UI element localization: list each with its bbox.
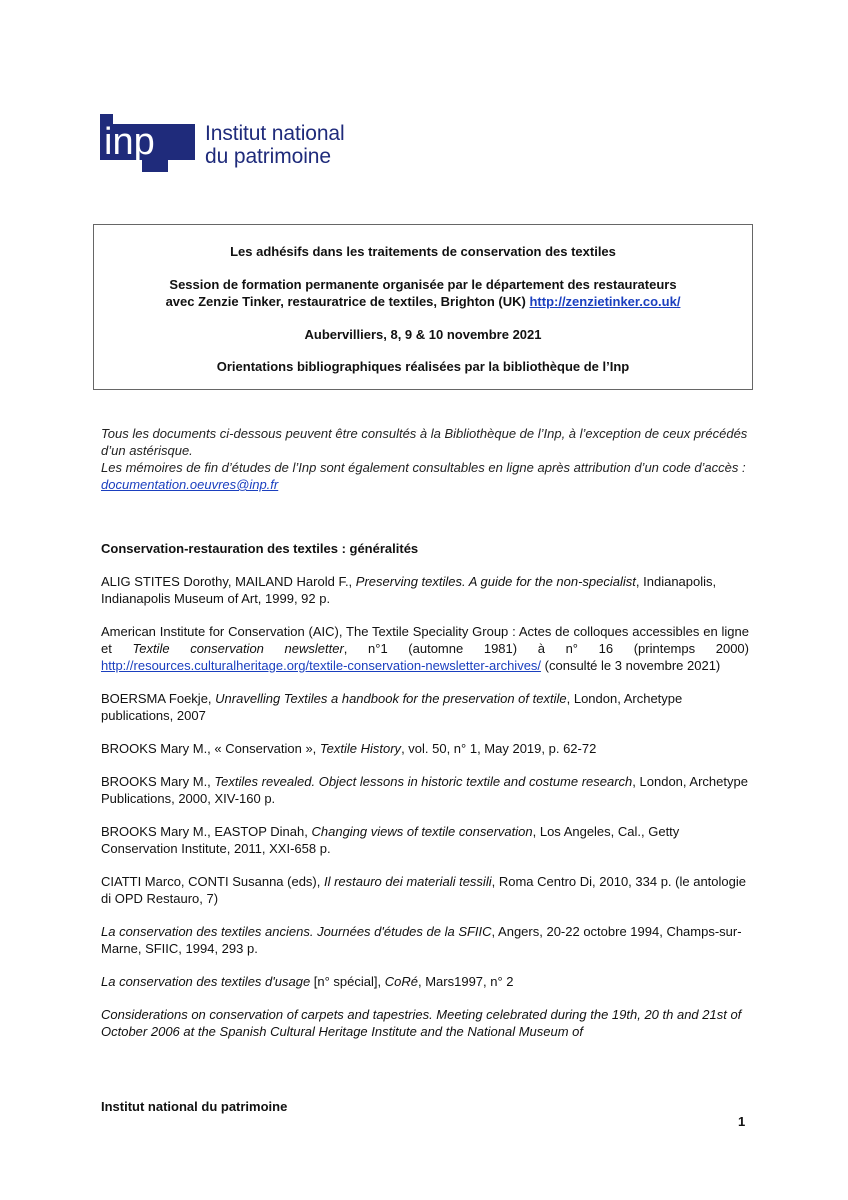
document-title: Les adhésifs dans les traitements de conservation des textiles [230,244,616,259]
bibliography-list [101,573,749,1056]
bibliography-entry: Considerations on conservation of carpets and tapestries. Meeting celebrated during the 19th, 20 th and 21st of October 2006 at the Spanish Cultural Heritage Institute and the National Museum of [101,1007,742,1039]
inp-logo-mark [100,114,200,176]
logo-name-line2: du patrimoine [205,145,331,168]
intro-paragraph-2-text: Les mémoires de fin d’études de l’Inp sont également consultables en ligne après attribution d’un code d’accès : [101,460,746,475]
page-number: 1 [738,1114,746,1129]
email-link[interactable]: documentation.oeuvres@inp.fr [101,477,279,492]
logo-mark-text: inp [104,121,155,163]
newsletter-archive-link[interactable]: http://resources.culturalheritage.org/textile-conservation-newsletter-archives/ [101,658,542,673]
session-line: Session de formation permanente organisée par le département des restaurateurs [169,277,677,292]
instructor-text: avec Zenzie Tinker, restauratrice de textiles, Brighton (UK) [165,294,526,309]
logo-name-line1: Institut national [205,122,345,145]
bibliography-entry: CIATTI Marco, CONTI Susanna (eds), Il restauro dei materiali tessili, Roma Centro Di, 2010, 334 p. (le antologie di OPD Restauro, 7) [101,874,746,906]
bibliography-entry: La conservation des textiles d'usage [n° spécial], CoRé, Mars1997, n° 2 [101,974,514,989]
bibliography-entry: American Institute for Conservation (AIC), The Textile Speciality Group : Actes de colloques accessibles en ligne et Textile conservation newsletter, n°1 (automne 1981) à n° 16 (printemps 2000) http://resources.culturalheritage.org/textile-conservation-newsletter-archives/ (consulté le 3 novembre 2021) [101,624,749,673]
bibliography-entry: BROOKS Mary M., EASTOP Dinah, Changing views of textile conservation, Los Angeles, Cal., Getty Conservation Institute, 2011, XXI-658 p. [101,824,680,856]
instructor-line [94,293,752,310]
bibliography-credit: Orientations bibliographiques réalisées par la bibliothèque de l’Inp [216,359,630,374]
intro-paragraph-2 [101,459,751,493]
intro-paragraph-1: Tous les documents ci-dessous peuvent être consultés à la Bibliothèque de l’Inp, à l’exception de ceux précédés d’un astérisque. [101,426,748,458]
logo-wordmark [205,122,345,168]
session-dates: Aubervilliers, 8, 9 & 10 novembre 2021 [304,327,542,342]
section-heading: Conservation-restauration des textiles : généralités [101,541,419,556]
session-description [94,276,752,310]
document-title-box [93,224,753,390]
intro-note [101,425,751,493]
footer-institution: Institut national du patrimoine [101,1099,288,1114]
bibliography-entry: BROOKS Mary M., Textiles revealed. Object lessons in historic textile and costume research, London, Archetype Publications, 2000, XIV-160 p. [101,774,748,806]
inp-logo [100,114,370,176]
instructor-website-link[interactable]: http://zenzietinker.co.uk/ [529,294,681,309]
bibliography-entry: ALIG STITES Dorothy, MAILAND Harold F., Preserving textiles. A guide for the non-specialist, Indianapolis, Indianapolis Museum of Art, 1999, 92 p. [101,574,717,606]
bibliography-entry: La conservation des textiles anciens. Journées d'études de la SFIIC, Angers, 20-22 octobre 1994, Champs-sur-Marne, SFIIC, 1994, 293 p. [101,924,742,956]
bibliography-entry: BROOKS Mary M., « Conservation », Textile History, vol. 50, n° 1, May 2019, p. 62-72 [101,741,597,756]
bibliography-entry: BOERSMA Foekje, Unravelling Textiles a handbook for the preservation of textile, London, Archetype publications, 2007 [101,691,683,723]
